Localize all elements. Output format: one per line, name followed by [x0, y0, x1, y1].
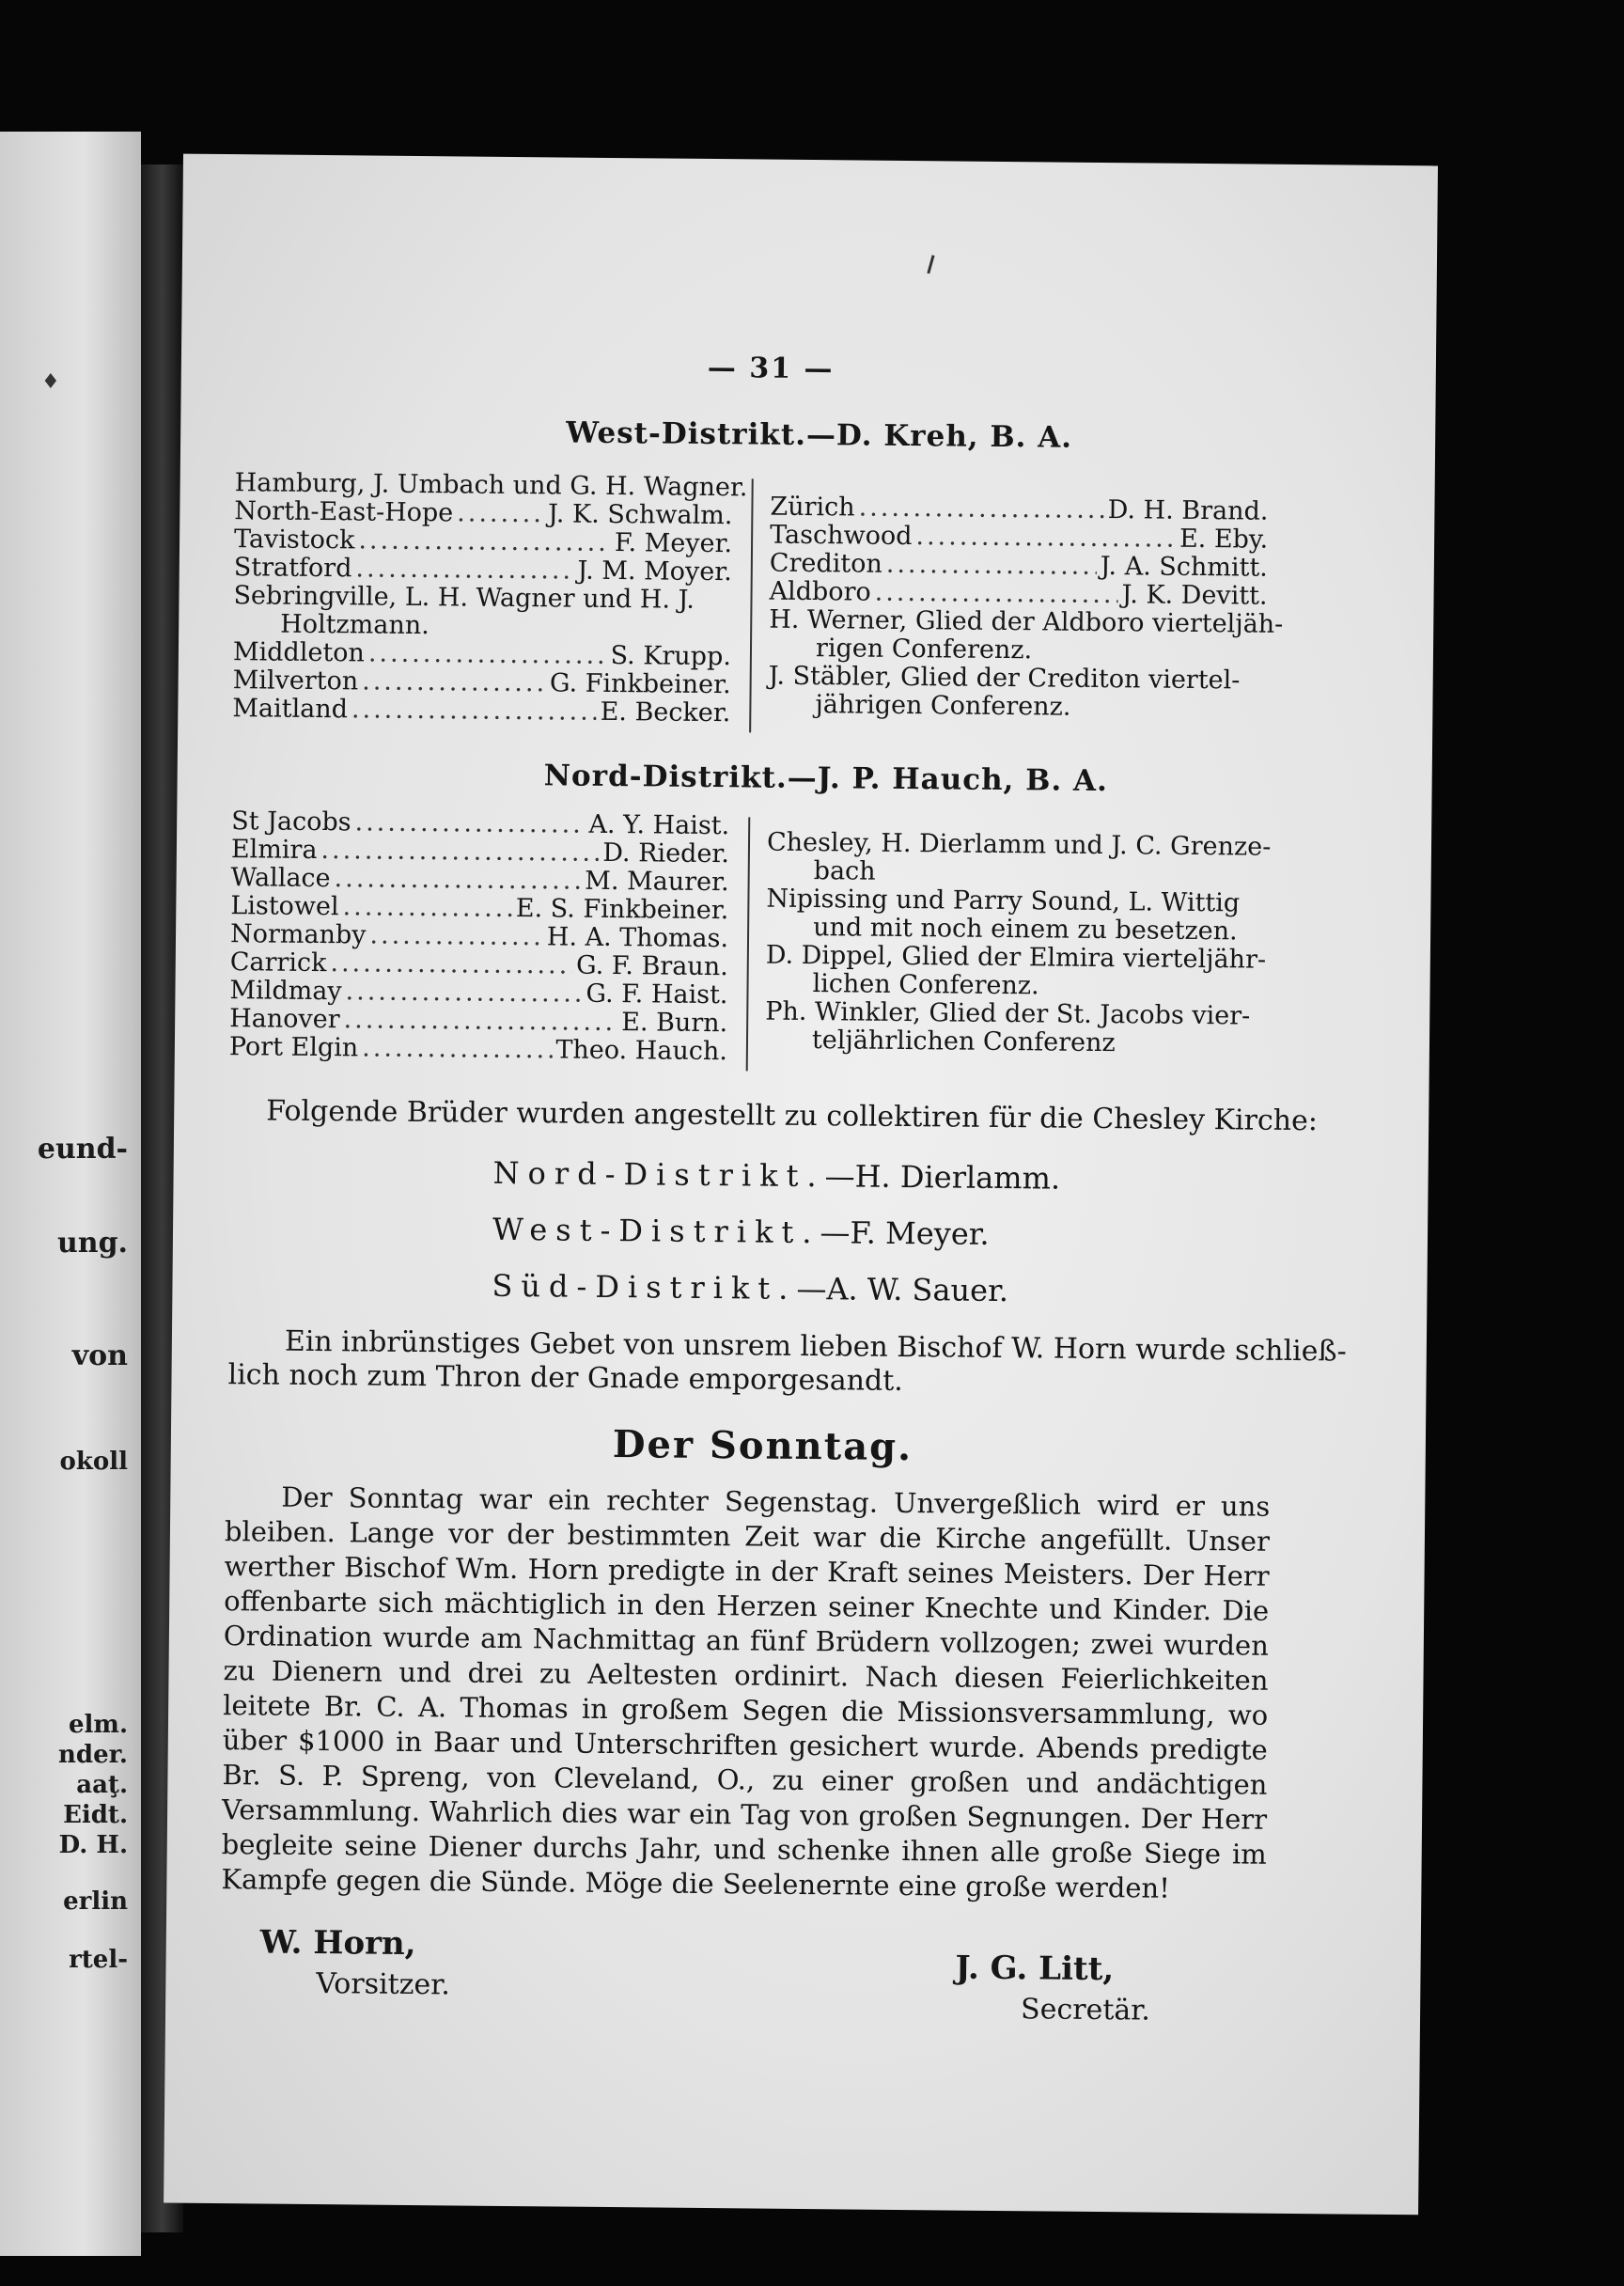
left-fragment: von — [71, 1339, 128, 1372]
leader-dots — [342, 893, 512, 923]
collector-district: West-Distrikt. — [492, 1211, 820, 1251]
item-place: Stratford — [233, 553, 352, 584]
secretary-role: Secretär. — [1020, 1993, 1151, 2028]
chair-role: Vorsitzer. — [316, 1967, 451, 2002]
item-place: Listowel — [230, 891, 339, 922]
item-place: Ph. Winkler, Glied der St. Jacobs vier- — [765, 996, 1251, 1031]
leader-dots — [330, 949, 572, 979]
leader-dots — [368, 640, 607, 670]
column-divider — [749, 478, 754, 732]
item-place: Taschwood — [770, 520, 913, 552]
item-person: J. K. Schwalm. — [547, 499, 733, 531]
item-place: Middleton — [232, 637, 366, 668]
item-place: Hanover — [229, 1004, 340, 1035]
prayer-line-1: Ein inbrünstiges Gebet von unsrem lieben Bischof W. Horn wurde schließ- — [284, 1324, 1347, 1369]
nord-left-list — [229, 807, 730, 1066]
left-fragment: elm. — [69, 1711, 128, 1739]
item-place: jährigen Conferenz. — [815, 690, 1071, 722]
item-place: St Jacobs — [231, 806, 351, 838]
sunday-paragraph — [221, 1480, 1270, 1907]
leader-dots — [915, 523, 1176, 554]
left-fragment: eund- — [37, 1133, 128, 1166]
document-page — [164, 154, 1438, 2216]
item-place: Chesley, H. Dierlamm und J. C. Grenze- — [766, 827, 1272, 862]
list-item — [232, 695, 730, 728]
item-place: Carrick — [229, 947, 327, 979]
item-place: Crediton — [769, 548, 882, 579]
left-fragment: erlin — [63, 1887, 128, 1916]
left-fragment: okoll — [59, 1448, 128, 1476]
item-place: Elmira — [230, 835, 318, 865]
west-district-title: West-Distrikt.—D. Kreh, B. A. — [566, 415, 1073, 455]
secretary-name: J. G. Litt, — [955, 1949, 1115, 1989]
item-place: North-East-Hope — [234, 496, 454, 528]
left-fragment: nder. — [58, 1741, 128, 1769]
item-person: F. Meyer. — [614, 528, 733, 559]
leader-dots — [354, 808, 585, 838]
item-place: bach — [813, 856, 876, 886]
west-left-list — [232, 468, 748, 728]
item-person: E. Becker. — [600, 697, 731, 728]
item-place: Nipissing und Parry Sound, L. Wittig — [766, 884, 1241, 918]
leader-dots — [875, 579, 1118, 609]
collector-district: Nord-Distrikt. — [492, 1154, 825, 1195]
leader-dots — [859, 494, 1104, 525]
item-person: D. Rieder. — [602, 838, 730, 869]
left-page-edge — [0, 132, 141, 2256]
west-right-list — [768, 492, 1284, 724]
collectors-intro: Folgende Brüder wurden angestellt zu collektiren für die Chesley Kirche: — [266, 1094, 1319, 1138]
collector-line — [492, 1155, 1060, 1197]
item-place: Port Elgin — [228, 1032, 359, 1063]
column-divider — [746, 817, 751, 1071]
item-place: und mit noch einem zu besetzen. — [813, 913, 1238, 947]
chair-name: W. Horn, — [259, 1923, 416, 1964]
left-fragment: D. H. — [58, 1831, 128, 1859]
leader-dots — [362, 667, 546, 697]
leader-dots — [362, 1034, 552, 1064]
ink-dot: ♦ — [41, 370, 60, 394]
prayer-paragraph — [227, 1324, 1347, 1402]
left-fragment: Eidt. — [63, 1801, 128, 1829]
item-person: G. Finkbeiner. — [549, 668, 731, 700]
nord-right-list — [765, 827, 1272, 1059]
item-place: J. Stäbler, Glied der Crediton viertel- — [768, 661, 1241, 696]
item-place: H. Werner, Glied der Aldboro vierteljäh- — [769, 604, 1284, 639]
item-person: S. Krupp. — [610, 640, 732, 672]
item-person: J. M. Moyer. — [577, 556, 732, 587]
item-person: Theo. Hauch. — [555, 1035, 728, 1067]
item-person: J. K. Devitt. — [1121, 580, 1268, 611]
item-place: Normanby — [229, 919, 367, 950]
item-place: Tavistock — [233, 525, 355, 556]
leader-dots — [355, 555, 573, 585]
item-place: Mildmay — [229, 976, 342, 1007]
leader-dots — [345, 978, 582, 1008]
signature-chair — [259, 1921, 450, 2006]
leader-dots — [334, 865, 581, 896]
signature-secretary — [955, 1948, 1151, 2032]
collector-name: —H. Dierlamm. — [824, 1158, 1061, 1197]
left-fragment: ung. — [56, 1227, 128, 1260]
item-place: Wallace — [230, 863, 331, 894]
item-person: G. F. Haist. — [586, 979, 728, 1010]
nord-district-title: Nord-Distrikt.—J. P. Hauch, B. A. — [543, 759, 1109, 799]
sunday-text: Der Sonntag war ein rechter Segenstag. Unvergeßlich wird er uns bleiben. Lange vor der bestimmten Zeit war die Kirche angefüllt. Unser werther Bischof Wm. Horn predigte in der Kraft seines Meisters. Der Herr offenbarte sich mächtiglich in den Herzen seiner Knechte und Kinder. Die Ordination wurde am Nachmittag an fünf Brüdern vollzogen; zwei wurden zu Dienern und drei zu Aeltesten ordinirt. Nach diesen Feierlichkeiten leitete Br. C. A. Thomas in großem Segen die Missionsversammlung, wo über $1000 in Baar und Unterschriften gesichert wurde. Abends predigte Br. S. P. Spreng, von Cleveland, O., zu einer großen und andächtigen Versammlung. Wahrlich dies war ein Tag von großen Segnungen. Der Herr begleite seine Diener durchs Jahr, und schenke ihnen alle große Siege im Kampfe gegen die Sünde. Möge die Seelenernte eine große werden! — [221, 1480, 1271, 1904]
item-place: Holtzmann. — [280, 609, 429, 641]
leader-dots — [320, 837, 599, 868]
leader-dots — [886, 551, 1097, 581]
item-place: Sebringville, L. H. Wagner und H. J. — [233, 581, 695, 615]
item-person: J. A. Schmitt. — [1100, 551, 1269, 583]
left-fragment: aaţ. — [76, 1771, 128, 1799]
item-person: A. Y. Haist. — [588, 809, 730, 841]
leader-dots — [351, 696, 597, 727]
collector-line — [492, 1212, 990, 1252]
item-place: lichen Conferenz. — [812, 969, 1039, 1001]
item-person: M. Maurer. — [585, 866, 729, 898]
item-person: E. S. Finkbeiner. — [515, 894, 729, 926]
item-person: E. Burn. — [621, 1008, 728, 1039]
collector-line — [492, 1268, 1008, 1308]
leader-dots — [369, 922, 543, 952]
item-place: Hamburg, J. Umbach und G. H. Wagner. — [234, 468, 748, 503]
left-fragment: rtel- — [69, 1946, 128, 1974]
item-place: Milverton — [232, 665, 359, 697]
item-place: rigen Conferenz. — [815, 634, 1033, 665]
sunday-heading: Der Sonntag. — [612, 1422, 914, 1470]
item-person: E. Eby. — [1179, 524, 1269, 555]
leader-dots — [358, 526, 611, 557]
page-number: — 31 — — [707, 351, 835, 386]
list-item — [229, 1033, 727, 1066]
leader-dots — [343, 1006, 617, 1037]
item-place: Zürich — [770, 492, 855, 523]
leader-dots — [457, 499, 544, 528]
prayer-line-2: lich noch zum Thron der Gnade emporgesandt. — [227, 1358, 903, 1399]
item-person: H. A. Thomas. — [546, 922, 729, 954]
collector-name: —F. Meyer. — [820, 1214, 990, 1252]
collector-name: —A. W. Sauer. — [796, 1270, 1009, 1309]
item-person: G. F. Braun. — [575, 950, 728, 982]
item-person: D. H. Brand. — [1107, 495, 1269, 526]
list-item — [765, 1026, 1263, 1059]
ink-speck — [927, 255, 934, 274]
list-item — [768, 691, 1266, 724]
item-place: teljährlichen Conferenz — [811, 1026, 1116, 1058]
item-place: D. Dippel, Glied der Elmira vierteljähr- — [765, 940, 1267, 975]
collector-district: Süd-Distrikt. — [492, 1267, 797, 1307]
item-place: Aldboro — [769, 576, 871, 607]
item-place: Maitland — [232, 694, 349, 725]
